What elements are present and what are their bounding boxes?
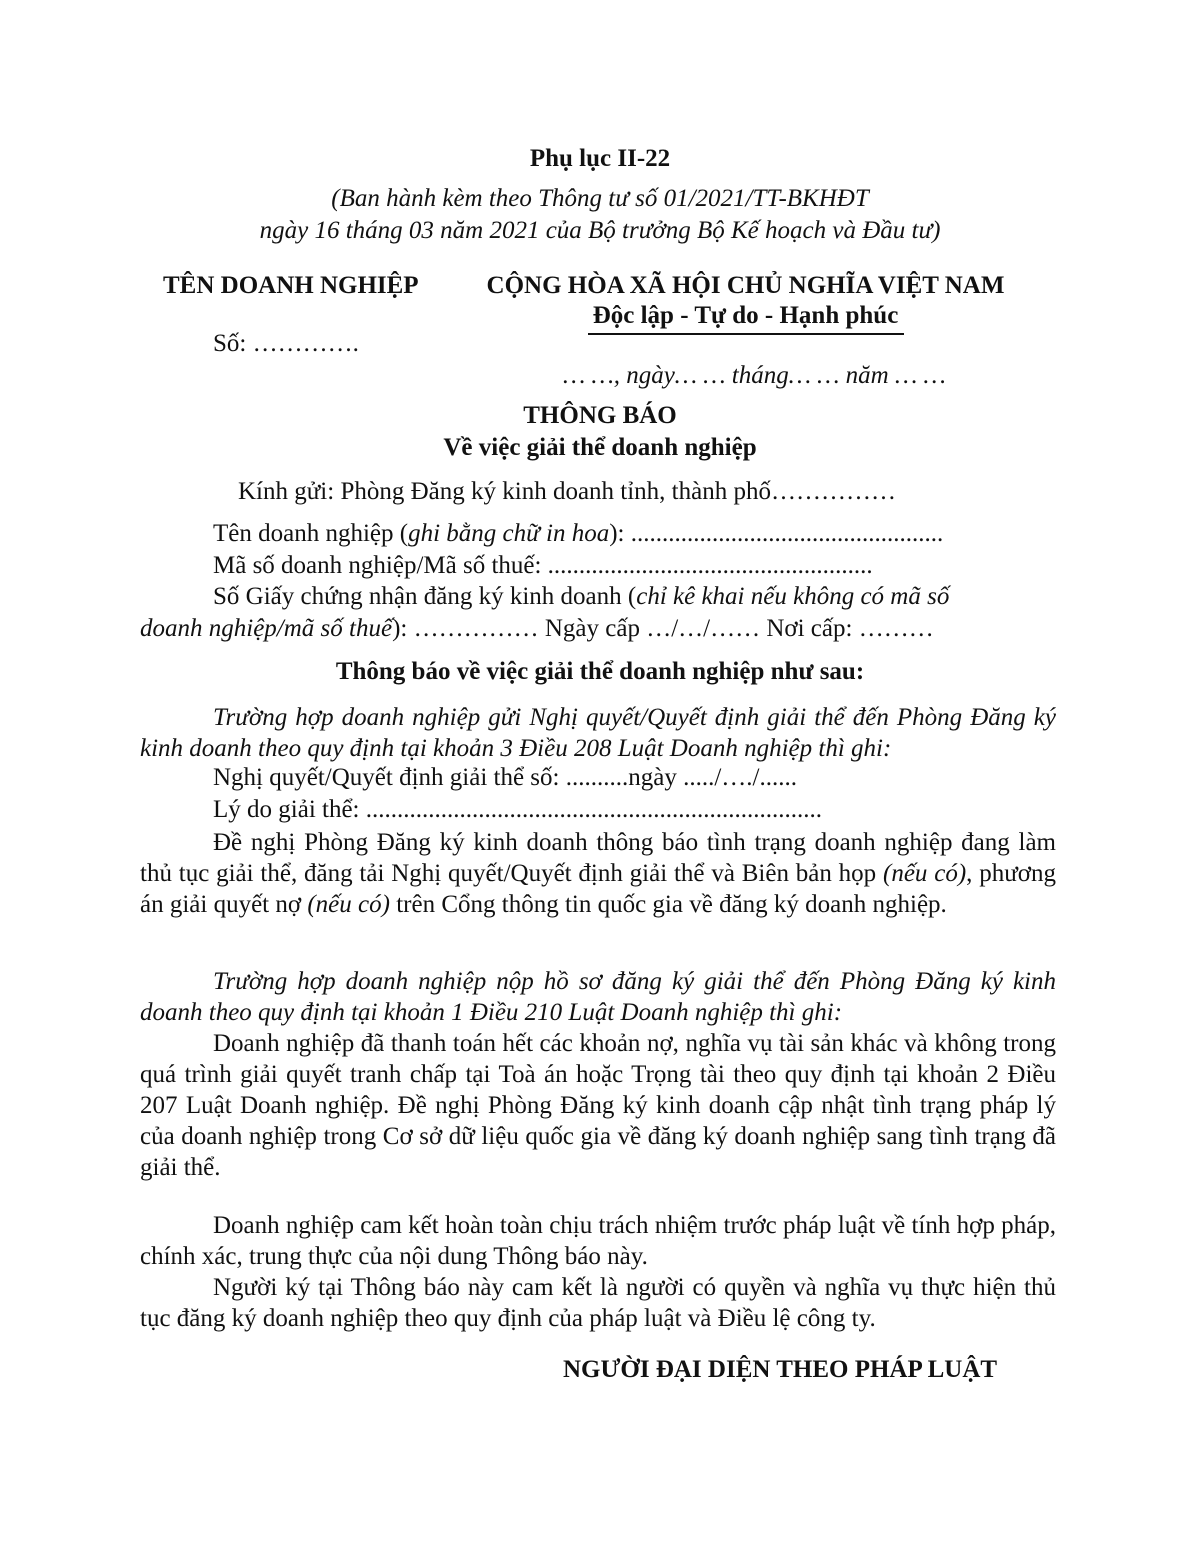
cert-hint-part1: chỉ kê khai nếu không có mã số bbox=[636, 583, 950, 610]
company-name-hint: ghi bằng chữ in hoa bbox=[408, 520, 610, 547]
case1-intro: Trường hợp doanh nghiệp gửi Nghị quyết/Quyết định giải thể đến Phòng Đăng ký kinh doanh theo quy định tại khoản 3 Điều 208 Luật Doanh nghiệp thì ghi: bbox=[140, 704, 1056, 762]
company-commitment: Doanh nghiệp cam kết hoàn toàn chịu trách nhiệm trước pháp luật về tính hợp pháp, chính xác, trung thực của nội dung Thông báo này. bbox=[140, 1212, 1056, 1270]
signature-title: NGƯỜI ĐẠI DIỆN THEO PHÁP LUẬT bbox=[563, 1356, 998, 1383]
company-name-label: Tên doanh nghiệp ( bbox=[213, 520, 409, 547]
company-name-dots: ): .................................................. bbox=[609, 520, 944, 547]
case1-request-b: , phương án giải quyết nợ bbox=[140, 860, 1056, 918]
resolution-line: Nghị quyết/Quyết định giải thể số: ..........ngày ...../…./...... bbox=[213, 764, 797, 791]
country-heading: CỘNG HÒA XÃ HỘI CHỦ NGHĨA VIỆT NAM bbox=[486, 272, 1005, 299]
case1-note-minutes: (nếu có) bbox=[883, 860, 967, 887]
issued-note-line1: (Ban hành kèm theo Thông tư số 01/2021/TT-BKHĐT bbox=[331, 185, 869, 212]
motto-underline bbox=[588, 333, 904, 335]
national-motto: Độc lập - Tự do - Hạnh phúc bbox=[592, 302, 899, 329]
recipient-line: Kính gửi: Phòng Đăng ký kinh doanh tỉnh, thành phố…………… bbox=[238, 478, 896, 505]
case1-request-c: trên Cổng thông tin quốc gia về đăng ký doanh nghiệp. bbox=[389, 891, 947, 918]
company-name-heading: TÊN DOANH NGHIỆP bbox=[163, 272, 419, 299]
case2-intro: Trường hợp doanh nghiệp nộp hồ sơ đăng ký giải thể đến Phòng Đăng ký kinh doanh theo quy định tại khoản 1 Điều 210 Luật Doanh nghiệp thì ghi: bbox=[140, 968, 1056, 1026]
case1-request bbox=[140, 827, 1056, 920]
place-date-line: … …, ngày… … tháng… … năm … … bbox=[563, 362, 946, 389]
reason-line: Lý do giải thể: ......................................................................... bbox=[213, 796, 822, 823]
case1-request-a: Đề nghị Phòng Đăng ký kinh doanh thông báo tình trạng doanh nghiệp đang làm thủ tục giải thể, đăng tải Nghị quyết/Quyết định giải thể và Biên bản họp bbox=[140, 829, 1056, 887]
cert-label: Số Giấy chứng nhận đăng ký kinh doanh ( bbox=[213, 583, 637, 610]
signer-commitment: Người ký tại Thông báo này cam kết là người có quyền và nghĩa vụ thực hiện thủ tục đăng ký doanh nghiệp theo quy định của pháp luật và Điều lệ công ty. bbox=[140, 1274, 1056, 1332]
notice-title: THÔNG BÁO bbox=[523, 402, 677, 429]
cert-field-line1 bbox=[213, 583, 949, 611]
notice-subtitle: Về việc giải thể doanh nghiệp bbox=[443, 434, 757, 461]
section-heading: Thông báo về việc giải thể doanh nghiệp như sau: bbox=[335, 658, 865, 685]
cert-hint-part2: doanh nghiệp/mã số thuế bbox=[140, 615, 393, 642]
issued-note-line2: ngày 16 tháng 03 năm 2021 của Bộ trưởng Bộ Kế hoạch và Đầu tư) bbox=[259, 217, 941, 244]
tax-code-field: Mã số doanh nghiệp/Mã số thuế: .................................................... bbox=[213, 552, 873, 579]
appendix-title: Phụ lục II-22 bbox=[529, 145, 671, 172]
cert-field-line2 bbox=[140, 615, 934, 643]
cert-issue-info: ): …………… Ngày cấp …/…/…… Nơi cấp: ……… bbox=[392, 615, 934, 642]
case1-note-debt: (nếu có) bbox=[307, 891, 390, 918]
case2-body: Doanh nghiệp đã thanh toán hết các khoản nợ, nghĩa vụ tài sản khác và không trong quá trình giải quyết tranh chấp tại Toà án hoặc Trọng tài theo quy định tại khoản 2 Điều 207 Luật Doanh nghiệp. Đề nghị Phòng Đăng ký kinh doanh cập nhật tình trạng pháp lý của doanh nghiệp trong Cơ sở dữ liệu quốc gia về đăng ký doanh nghiệp sang tình trạng đã giải thể. bbox=[140, 1030, 1056, 1181]
document-number: Số: …………. bbox=[213, 330, 359, 357]
company-name-field bbox=[213, 520, 943, 548]
